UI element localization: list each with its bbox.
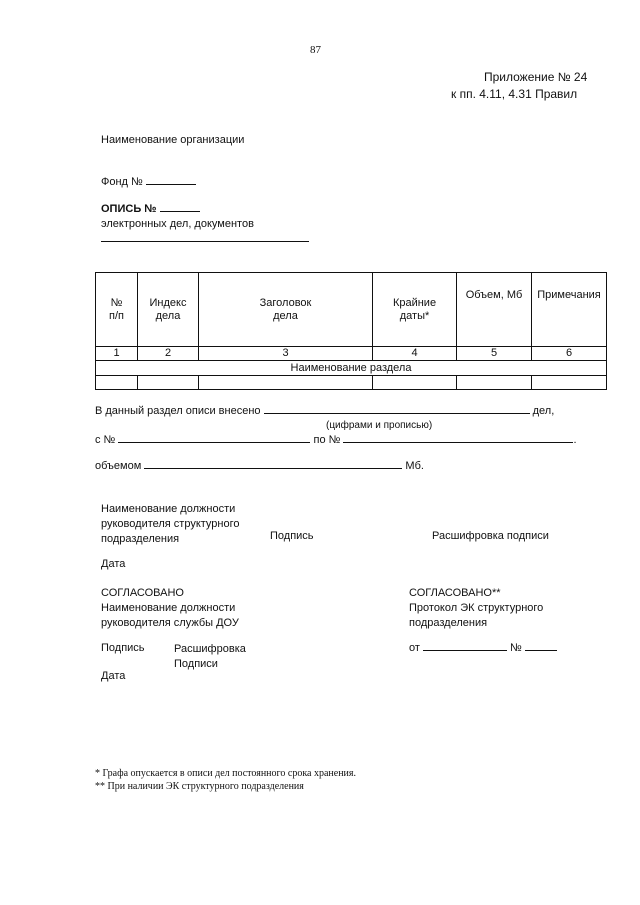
signature-sign-label: Подпись [270, 530, 314, 542]
header-cell: Индекс дела [138, 273, 199, 347]
number-cell: 1 [96, 347, 138, 361]
appendix-line-1: Приложение № 24 [484, 70, 588, 84]
summary-to-label: по № [313, 434, 341, 446]
empty-cell [373, 376, 457, 390]
empty-cell [199, 376, 373, 390]
number-cell: 4 [373, 347, 457, 361]
approval-left-date: Дата [101, 670, 126, 682]
opis-number-line [160, 211, 200, 212]
summary-to-line [343, 442, 573, 443]
footnote-2: ** При наличии ЭК структурного подразделения [95, 781, 304, 792]
summary-volume-line [144, 468, 402, 469]
organization-name: Наименование организации [101, 134, 245, 146]
header-cell: Примечания [532, 273, 607, 347]
summary-prefix: В данный раздел описи внесено [95, 405, 261, 417]
summary-line-3 [95, 460, 424, 472]
empty-cell [96, 376, 138, 390]
opis-title-field [101, 203, 200, 215]
opis-subtitle: электронных дел, документов [101, 218, 254, 230]
protocol-number-label: № [510, 642, 522, 654]
summary-volume-unit: Мб. [405, 460, 424, 472]
approval-right-protocol [409, 642, 557, 654]
approval-left-block: СОГЛАСОВАНО Наименование должности руководителя службы ДОУ [101, 587, 239, 629]
table-section-row [96, 361, 607, 376]
signature-date-label: Дата [101, 558, 126, 570]
fond-number-line [146, 184, 196, 185]
opis-title: ОПИСЬ № [101, 203, 157, 215]
header-cell: Крайние даты* [373, 273, 457, 347]
approval-right-title: СОГЛАСОВАНО** [409, 587, 501, 599]
protocol-date-line [423, 650, 507, 651]
number-cell: 6 [532, 347, 607, 361]
footnote-1: * Графа опускается в описи дел постоянного срока хранения. [95, 768, 357, 779]
header-cell: Заголовок дела [199, 273, 373, 347]
table-header-row [96, 273, 607, 347]
summary-from-line [118, 442, 310, 443]
approval-left-title: СОГЛАСОВАНО [101, 587, 184, 599]
table-numbers-row [96, 347, 607, 361]
fond-field [101, 176, 196, 188]
page-number: 87 [310, 44, 321, 56]
approval-left-sign: Подпись [101, 642, 145, 654]
number-cell: 2 [138, 347, 199, 361]
summary-volume-label: объемом [95, 460, 142, 472]
summary-line-1 [95, 405, 554, 417]
approval-right-block: СОГЛАСОВАНО** Протокол ЭК структурного подразделения [409, 587, 544, 629]
header-cell: № п/п [96, 273, 138, 347]
summary-count-line [264, 413, 530, 414]
empty-cell [457, 376, 532, 390]
header-cell: Объем, Мб [457, 273, 532, 347]
summary-from-label: с № [95, 434, 116, 446]
signature-decode-label: Расшифровка подписи [432, 530, 549, 542]
opis-subtitle-line [101, 241, 309, 242]
summary-line-2: с № по № . [95, 434, 577, 446]
protocol-number-line [525, 650, 557, 651]
empty-cell [138, 376, 199, 390]
appendix-line-2: к пп. 4.11, 4.31 Правил [451, 87, 578, 101]
number-cell: 5 [457, 347, 532, 361]
summary-suffix: дел, [532, 405, 555, 417]
signature-position: Наименование должности руководителя структурного подразделения [101, 503, 240, 545]
fond-label: Фонд № [101, 176, 143, 188]
empty-cell [532, 376, 607, 390]
summary-hint: (цифрами и прописью) [326, 420, 433, 431]
protocol-from-label: от [409, 642, 420, 654]
section-label: Наименование раздела [96, 361, 607, 376]
inventory-table [95, 272, 607, 390]
table-row [96, 376, 607, 390]
approval-left-decode: Расшифровка Подписи [174, 643, 246, 670]
number-cell: 3 [199, 347, 373, 361]
